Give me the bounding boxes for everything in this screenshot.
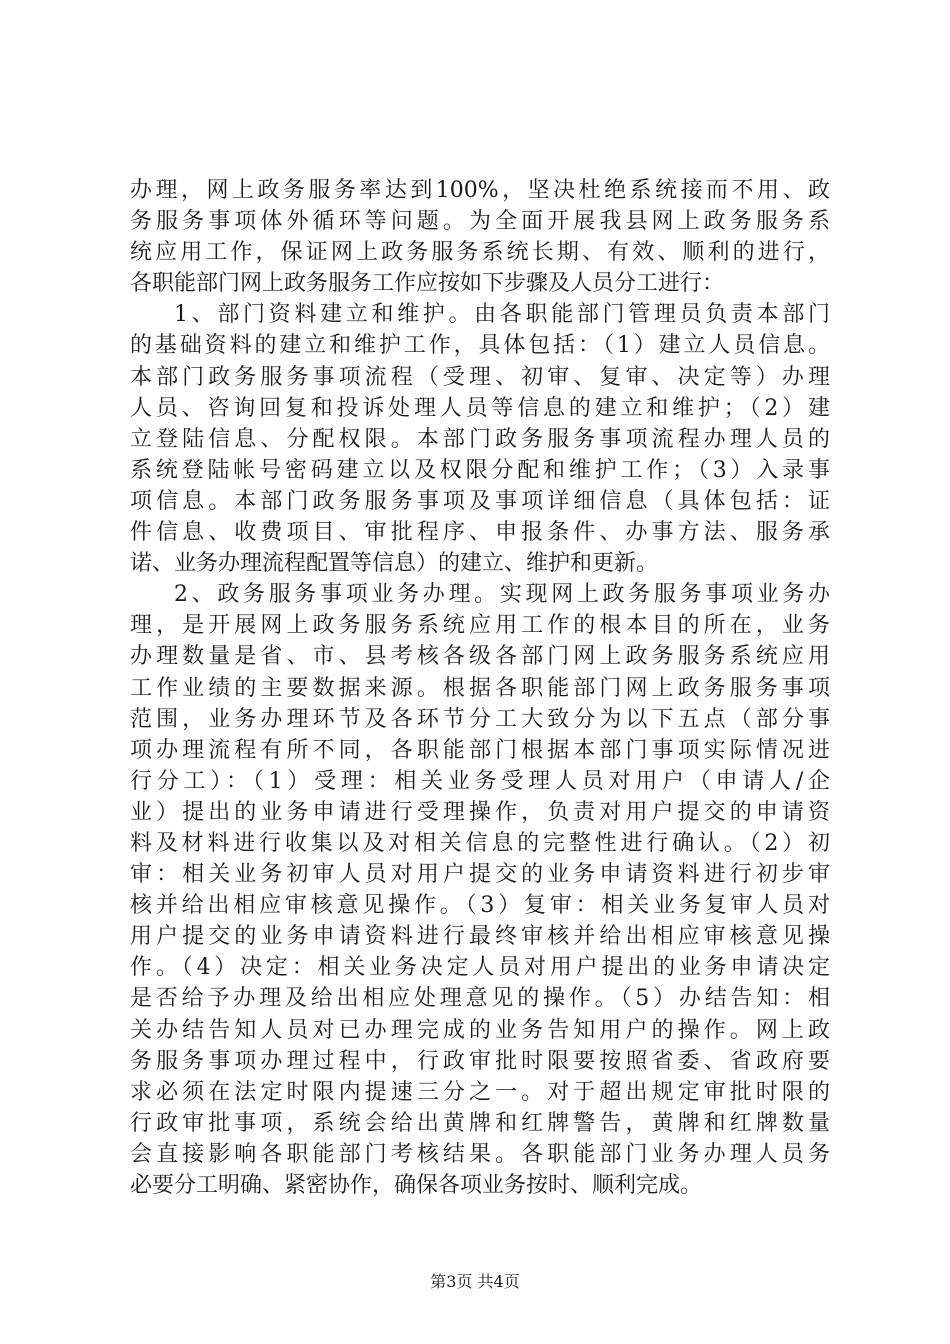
- text-line: 办理数量是省、市、县考核各级各部门网上政务服务系统应用: [130, 644, 830, 670]
- text-line: 各职能部门网上政务服务工作应按如下步骤及人员分工进行：: [130, 271, 725, 297]
- page-footer: 第3页 共4页: [430, 1272, 520, 1291]
- text-line: 人员、咨询回复和投诉处理人员等信息的建立和维护；（2）建: [130, 395, 830, 421]
- text-line: 范围，业务办理环节及各环节分工大致分为以下五点（部分事: [130, 706, 830, 732]
- text-line: 工作业绩的主要数据来源。根据各职能部门网上政务服务事项: [130, 675, 830, 701]
- text-line: 必要分工明确、紧密协作，确保各项业务按时、顺利完成。: [130, 1173, 703, 1198]
- text-line: 业）提出的业务申请进行受理操作，负责对用户提交的申请资: [130, 799, 830, 825]
- text-line: 件信息、收费项目、审批程序、申报条件、办事方法、服务承: [130, 520, 830, 546]
- text-line: 是否给予办理及给出相应处理意见的操作。（5）办结告知：相: [130, 986, 830, 1012]
- text-line: 料及材料进行收集以及对相关信息的完整性进行确认。（2）初: [130, 830, 830, 856]
- text-line: 作。（4）决定：相关业务决定人员对用户提出的业务申请决定: [130, 955, 830, 981]
- text-line: 务服务事项体外循环等问题。为全面开展我县网上政务服务系: [130, 209, 830, 235]
- text-line: 会直接影响各职能部门考核结果。各职能部门业务办理人员务: [130, 1141, 830, 1167]
- text-line: 本部门政务服务事项流程（受理、初审、复审、决定等）办理: [130, 364, 830, 390]
- text-line: 审：相关业务初审人员对用户提交的业务申请资料进行初步审: [130, 862, 830, 888]
- text-line: 系统登陆帐号密码建立以及权限分配和维护工作；（3）入录事: [130, 457, 830, 483]
- paragraph-first-line: 1、部门资料建立和维护。由各职能部门管理员负责本部门: [174, 302, 830, 328]
- text-line: 核并给出相应审核意见操作。（3）复审：相关业务复审人员对: [130, 893, 830, 919]
- text-line: 行分工）：（1）受理：相关业务受理人员对用户（申请人/企: [130, 768, 830, 794]
- text-line: 关办结告知人员对已办理完成的业务告知用户的操作。网上政: [130, 1017, 830, 1043]
- text-line: 求必须在法定时限内提速三分之一。对于超出规定审批时限的: [130, 1079, 830, 1105]
- paragraph-first-line: 2、政务服务事项业务办理。实现网上政务服务事项业务办: [174, 582, 830, 608]
- text-line: 统应用工作，保证网上政务服务系统长期、有效、顺利的进行，: [130, 240, 830, 266]
- text-line: 行政审批事项，系统会给出黄牌和红牌警告，黄牌和红牌数量: [130, 1110, 830, 1136]
- text-line: 诺、业务办理流程配置等信息）的建立、维护和更新。: [130, 551, 659, 577]
- text-line: 理，是开展网上政务服务系统应用工作的根本目的所在，业务: [130, 613, 830, 639]
- text-line: 的基础资料的建立和维护工作，具体包括：（1）建立人员信息。: [130, 333, 830, 359]
- text-line: 项办理流程有所不同，各职能部门根据本部门事项实际情况进: [130, 737, 830, 763]
- text-line: 务服务事项办理过程中，行政审批时限要按照省委、省政府要: [130, 1048, 830, 1074]
- document-body: [130, 175, 830, 1201]
- text-line: 立登陆信息、分配权限。本部门政务服务事项流程办理人员的: [130, 426, 830, 452]
- text-line: 项信息。本部门政务服务事项及事项详细信息（具体包括：证: [130, 488, 830, 514]
- text-line: 用户提交的业务申请资料进行最终审核并给出相应审核意见操: [130, 924, 830, 950]
- text-line: 办理，网上政务服务率达到100%，坚决杜绝系统接而不用、政: [130, 178, 830, 203]
